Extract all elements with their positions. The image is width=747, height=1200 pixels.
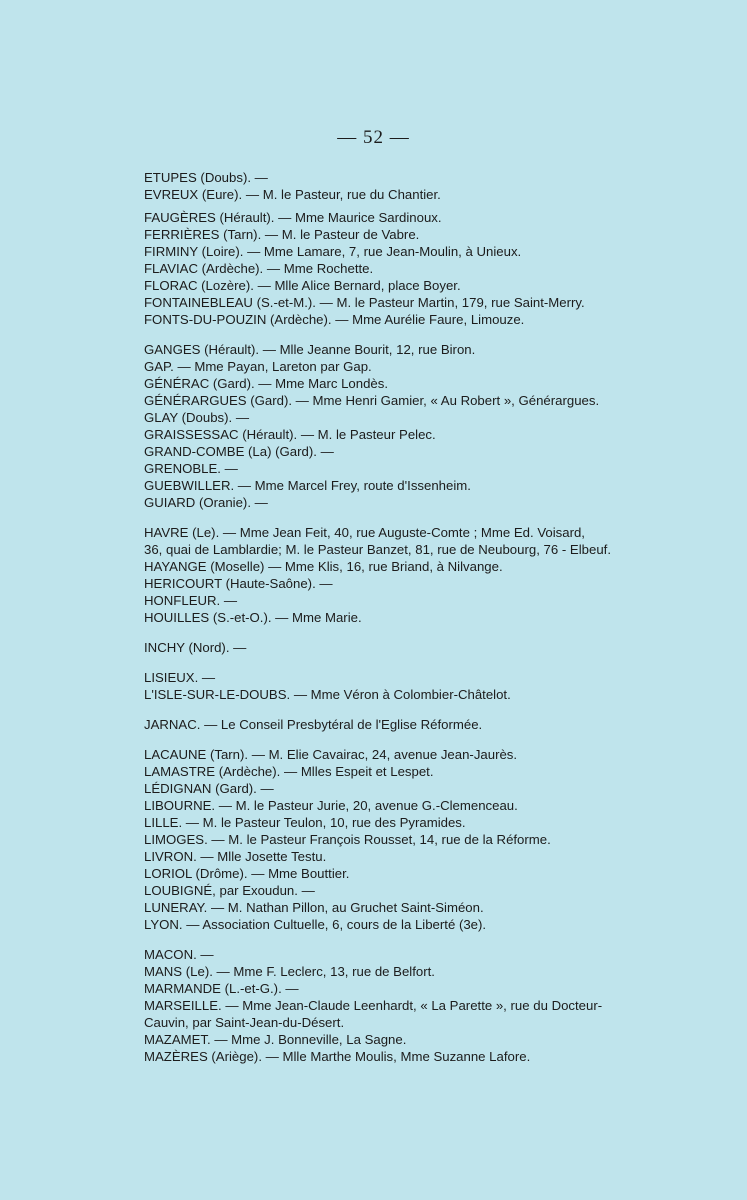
list-item: ETUPES (Doubs). — (144, 170, 268, 185)
list-item: LILLE. — M. le Pasteur Teulon, 10, rue des Pyramides. (144, 815, 466, 830)
list-item: GÉNÉRARGUES (Gard). — Mme Henri Gamier, « Au Robert », Générargues. (144, 393, 600, 408)
list-item: LUNERAY. — M. Nathan Pillon, au Gruchet Saint-Siméon. (144, 900, 484, 915)
list-item: GRENOBLE. — (144, 461, 238, 476)
list-item: HAYANGE (Moselle) — Mme Klis, 16, rue Briand, à Nilvange. (144, 559, 503, 574)
list-item: FAUGÈRES (Hérault). — Mme Maurice Sardinoux. (144, 210, 442, 225)
page-number: — 52 — (337, 127, 410, 148)
list-item: FERRIÈRES (Tarn). — M. le Pasteur de Vabre. (144, 227, 420, 242)
list-item-continuation: 36, quai de Lamblardie; M. le Pasteur Banzet, 81, rue de Neubourg, 76 - Elbeuf. (144, 542, 611, 557)
list-item: GLAY (Doubs). — (144, 410, 250, 425)
list-item: GRAND-COMBE (La) (Gard). — (144, 444, 334, 459)
list-item: MARMANDE (L.-et-G.). — (144, 981, 299, 996)
list-item: MACON. — (144, 947, 214, 962)
list-item: HONFLEUR. — (144, 593, 238, 608)
list-item: LIBOURNE. — M. le Pasteur Jurie, 20, avenue G.-Clemenceau. (144, 798, 518, 813)
list-item: LISIEUX. — (144, 670, 216, 685)
list-item: MAZAMET. — Mme J. Bonneville, La Sagne. (144, 1032, 407, 1047)
list-item: LORIOL (Drôme). — Mme Bouttier. (144, 866, 350, 881)
list-item: FLAVIAC (Ardèche). — Mme Rochette. (144, 261, 374, 276)
list-item: JARNAC. — Le Conseil Presbytéral de l'Eglise Réformée. (144, 717, 483, 732)
list-item: FONTAINEBLEAU (S.-et-M.). — M. le Pasteur Martin, 179, rue Saint-Merry. (144, 295, 585, 310)
list-item: LAMASTRE (Ardèche). — Mlles Espeit et Lespet. (144, 764, 434, 779)
list-item: L'ISLE-SUR-LE-DOUBS. — Mme Véron à Colombier-Châtelot. (144, 687, 511, 702)
list-item: FIRMINY (Loire). — Mme Lamare, 7, rue Jean-Moulin, à Unieux. (144, 244, 522, 259)
list-item: MAZÈRES (Ariège). — Mlle Marthe Moulis, Mme Suzanne Lafore. (144, 1049, 531, 1064)
list-item: FONTS-DU-POUZIN (Ardèche). — Mme Aurélie Faure, Limouze. (144, 312, 525, 327)
list-item-continuation: Cauvin, par Saint-Jean-du-Désert. (144, 1015, 345, 1030)
list-item: GANGES (Hérault). — Mlle Jeanne Bourit, 12, rue Biron. (144, 342, 476, 357)
directory-entries (144, 169, 674, 1065)
list-item: HOUILLES (S.-et-O.). — Mme Marie. (144, 610, 362, 625)
list-item: LYON. — Association Cultuelle, 6, cours de la Liberté (3e). (144, 917, 487, 932)
list-item: GRAISSESSAC (Hérault). — M. le Pasteur Pelec. (144, 427, 436, 442)
list-item: HAVRE (Le). — Mme Jean Feit, 40, rue Auguste-Comte ; Mme Ed. Voisard, (144, 525, 585, 540)
list-item: GUEBWILLER. — Mme Marcel Frey, route d'Issenheim. (144, 478, 471, 493)
list-item: HERICOURT (Haute-Saône). — (144, 576, 333, 591)
list-item: LIMOGES. — M. le Pasteur François Rousset, 14, rue de la Réforme. (144, 832, 551, 847)
list-item: INCHY (Nord). — (144, 640, 247, 655)
list-item: LÉDIGNAN (Gard). — (144, 781, 274, 796)
list-item: GAP. — Mme Payan, Lareton par Gap. (144, 359, 372, 374)
list-item: FLORAC (Lozère). — Mlle Alice Bernard, place Boyer. (144, 278, 461, 293)
list-item: MANS (Le). — Mme F. Leclerc, 13, rue de Belfort. (144, 964, 435, 979)
list-item: LACAUNE (Tarn). — M. Elie Cavairac, 24, avenue Jean-Jaurès. (144, 747, 518, 762)
list-item: LIVRON. — Mlle Josette Testu. (144, 849, 327, 864)
list-item: EVREUX (Eure). — M. le Pasteur, rue du Chantier. (144, 187, 441, 202)
list-item: GUIARD (Oranie). — (144, 495, 268, 510)
list-item: MARSEILLE. — Mme Jean-Claude Leenhardt, « La Parette », rue du Docteur- (144, 998, 603, 1013)
list-item: LOUBIGNÉ, par Exoudun. — (144, 883, 315, 898)
list-item: GÉNÉRAC (Gard). — Mme Marc Londès. (144, 376, 389, 391)
